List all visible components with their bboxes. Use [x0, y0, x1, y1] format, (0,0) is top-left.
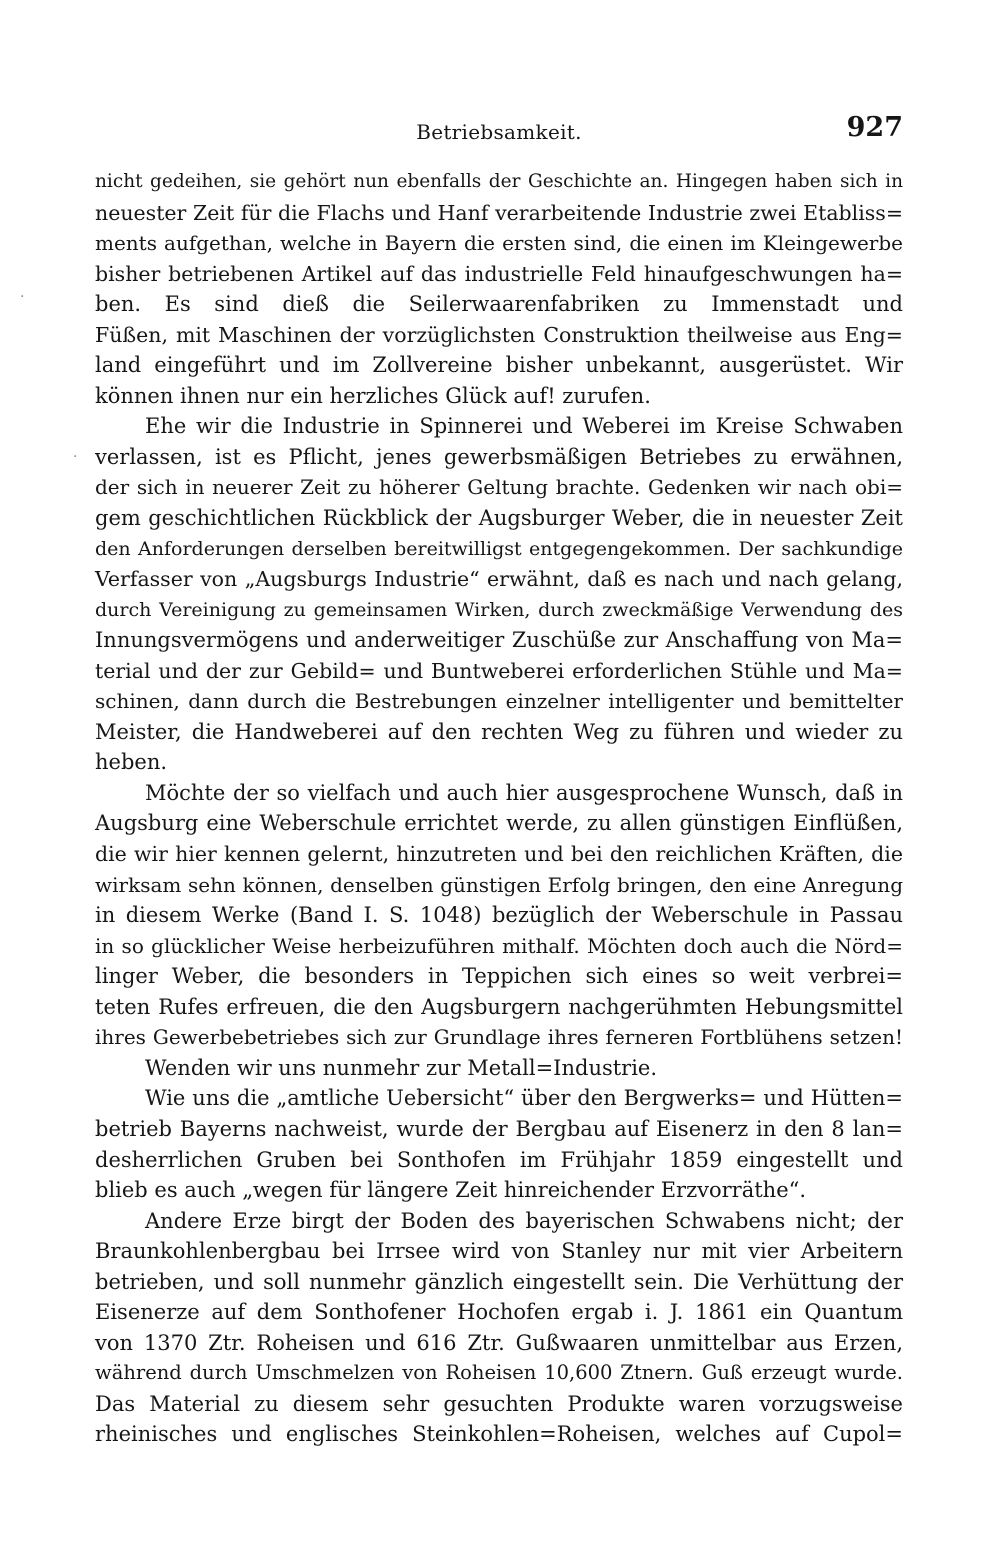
text-line: terial und der zur Gebild= und Buntweberei erforderlichen Stühle und Ma= — [95, 658, 903, 683]
text-line: heben. — [95, 750, 168, 775]
text-line: können ihnen nur ein herzliches Glück auf! zurufen. — [95, 383, 651, 408]
text-line: Meister, die Handweberei auf den rechten Weg zu führen und wieder zu — [95, 719, 903, 744]
text-line: teten Rufes erfreuen, die den Augsburgern nachgerühmten Hebungsmittel — [95, 994, 903, 1019]
text-line: von 1370 Ztr. Roheisen und 616 Ztr. Gußwaaren unmittelbar aus Erzen, — [95, 1330, 903, 1355]
text-line: desherrlichen Gruben bei Sonthofen im Frühjahr 1859 eingestellt und — [95, 1147, 903, 1172]
text-line: Andere Erze birgt der Boden des bayerischen Schwabens nicht; der — [145, 1208, 903, 1233]
text-line: in diesem Werke (Band I. S. 1048) bezüglich der Weberschule in Passau — [95, 903, 903, 928]
text-line: schinen, dann durch die Bestrebungen einzelner intelligenter und bemittelter — [95, 689, 903, 714]
text-line: blieb es auch „wegen für längere Zeit hinreichender Erzvorräthe“. — [95, 1178, 807, 1203]
text-line: Augsburg eine Weberschule errichtet werde, zu allen günstigen Einflüßen, — [95, 811, 903, 836]
text-line: die wir hier kennen gelernt, hinzutreten und bei den reichlichen Kräften, die — [95, 842, 903, 867]
text-line: ments aufgethan, welche in Bayern die ersten sind, die einen im Kleingewerbe — [95, 231, 903, 256]
text-line: in so glücklicher Weise herbeizuführen mithalf. Möchten doch auch die Nörd= — [95, 933, 903, 958]
text-line: bisher betriebenen Artikel auf das industrielle Feld hinaufgeschwungen ha= — [95, 261, 903, 286]
text-line: der sich in neuerer Zeit zu höherer Geltung brachte. Gedenken wir nach obi= — [95, 475, 903, 500]
text-line: Füßen, mit Maschinen der vorzüglichsten Construktion theilweise aus Eng= — [95, 322, 903, 347]
text-line: betrieben, und soll nunmehr gänzlich eingestellt sein. Die Verhüttung der — [95, 1269, 903, 1294]
text-line: land eingeführt und im Zollvereine bisher unbekannt, ausgerüstet. Wir — [95, 353, 903, 378]
text-line: den Anforderungen derselben bereitwilligst entgegengekommen. Der sachkundige — [95, 537, 903, 560]
text-line: durch Vereinigung zu gemeinsamen Wirken, durch zweckmäßige Verwendung des — [95, 598, 903, 621]
margin-mark: · — [20, 289, 25, 305]
text-line: während durch Umschmelzen von Roheisen 10,600 Ztnern. Guß erzeugt wurde. — [95, 1361, 903, 1385]
text-line: ihres Gewerbebetriebes sich zur Grundlage ihres ferneren Fortblühens setzen! — [95, 1025, 903, 1050]
text-line: gem geschichtlichen Rückblick der Augsburger Weber, die in neuester Zeit — [95, 506, 903, 531]
text-line: verlassen, ist es Pflicht, jenes gewerbsmäßigen Betriebes zu erwähnen, — [95, 444, 903, 469]
margin-mark: · — [73, 449, 78, 465]
text-line: betrieb Bayerns nachweist, wurde der Bergbau auf Eisenerz in den 8 lan= — [95, 1116, 903, 1141]
running-head: Betriebsamkeit. — [416, 120, 582, 144]
page-number: 927 — [846, 112, 903, 143]
text-line: linger Weber, die besonders in Teppichen sich eines so weit verbrei= — [95, 964, 903, 989]
text-line: Wenden wir uns nunmehr zur Metall=Industrie. — [145, 1055, 658, 1080]
text-line: wirksam sehn können, denselben günstigen Erfolg bringen, den eine Anregung — [95, 872, 903, 897]
text-line: nicht gedeihen, sie gehört nun ebenfalls der Geschichte an. Hingegen haben sich in — [95, 171, 903, 192]
text-line: rheinisches und englisches Steinkohlen=Roheisen, welches auf Cupol= — [95, 1422, 903, 1447]
page-header — [95, 112, 903, 148]
text-line: Möchte der so vielfach und auch hier ausgesprochene Wunsch, daß in — [145, 780, 903, 805]
text-line: Braunkohlenbergbau bei Irrsee wird von Stanley nur mit vier Arbeitern — [95, 1239, 903, 1264]
text-line: Ehe wir die Industrie in Spinnerei und Weberei im Kreise Schwaben — [145, 414, 903, 439]
text-line: Eisenerze auf dem Sonthofener Hochofen ergab i. J. 1861 ein Quantum — [95, 1300, 903, 1325]
text-line: neuester Zeit für die Flachs und Hanf verarbeitende Industrie zwei Etabliss= — [95, 200, 903, 225]
text-line: Das Material zu diesem sehr gesuchten Produkte waren vorzugsweise — [95, 1391, 903, 1416]
body-text — [95, 167, 903, 1450]
text-line: ben. Es sind dieß die Seilerwaarenfabriken zu Immenstadt und — [95, 292, 903, 317]
text-line: Innungsvermögens und anderweitiger Zuschüße zur Anschaffung von Ma= — [95, 628, 903, 653]
text-line: Wie uns die „amtliche Uebersicht“ über den Bergwerks= und Hütten= — [145, 1086, 903, 1111]
text-line: Verfasser von „Augsburgs Industrie“ erwähnt, daß es nach und nach gelang, — [95, 567, 903, 592]
